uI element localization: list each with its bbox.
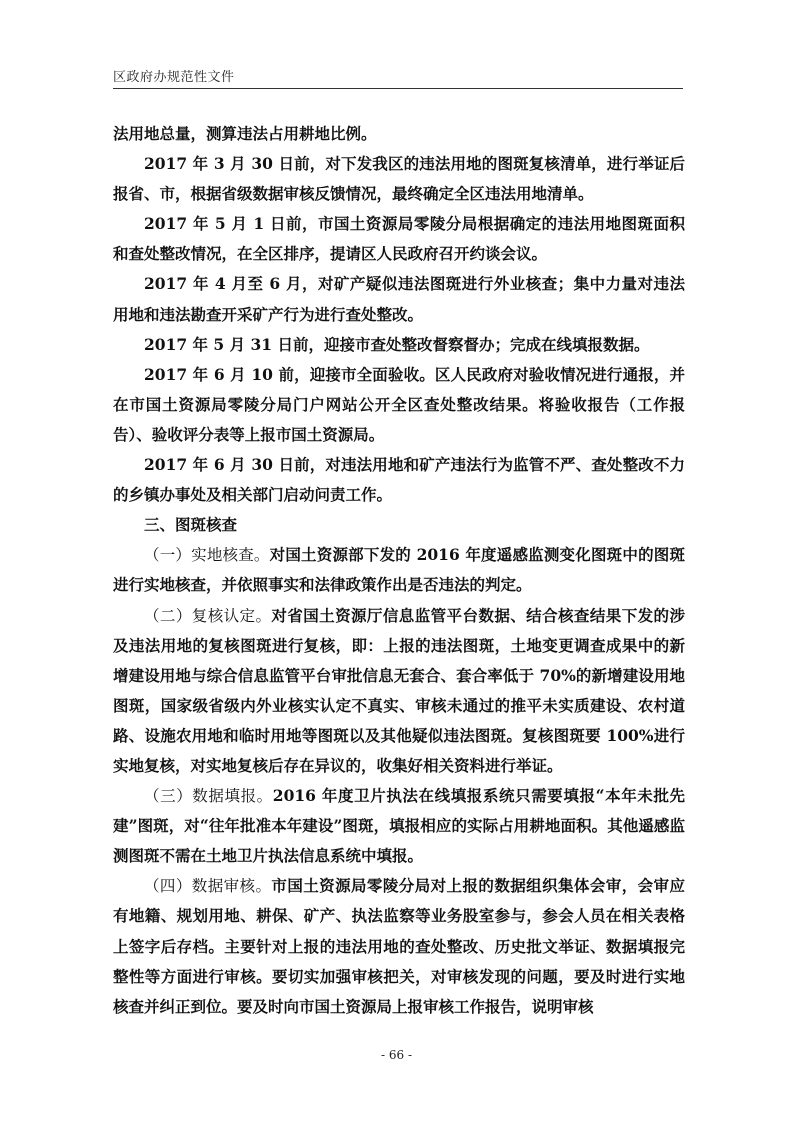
header-divider — [113, 88, 683, 89]
paragraph: 2017 年 4 月至 6 月，对矿产疑似违法图斑进行外业核查；集中力量对违法用地和违法勘查开采矿产行为进行查处整改。 — [113, 274, 685, 324]
paragraph: 2017 年 5 月 31 日前，迎接市查处整改督察督办；完成在线填报数据。 — [144, 334, 650, 354]
paragraph: 法用地总量，测算违法占用耕地比例。 — [113, 124, 377, 143]
paragraph: 2017 年 5 月 1 日前，市国土资源局零陵分局根据确定的违法用地图斑面积和查处整改情况，在全区排序，提请区人民政府召开约谈会议。 — [113, 214, 685, 264]
subsection-text: 2016 年度卫片执法在线填报系统只需要填报“本年未批先建”图斑，对“往年批准本年建设”图斑，填报相应的实际占用耕地面积。其他遥感监测图斑不需在土地卫片执法信息系统中填报。 — [113, 786, 685, 866]
subsection-text: 对省国土资源厅信息监管平台数据、结合核查结果下发的涉及违法用地的复核图斑进行复核，即：上报的违法图斑，土地变更调查成果中的新增建设用地与综合信息监管平台审批信息无套合、套合率低于 70%的新增建设用地图斑，国家级省级内外业核实认定不真实、审核未通过的推平未实质建设、农村道路、设施农用地和临时用地等图斑以及其他疑似违法图斑。复核图斑要 100%进行实地复核，对实地复核后存在异议的，收集好相关资料进行举证。 — [113, 605, 685, 775]
subsection-text: 市国土资源局零陵分局对上报的数据组织集体会审，会审应有地籍、规划用地、耕保、矿产、执法监察等业务股室参与，参会人员在相关表格上签字后存档。主要针对上报的违法用地的查处整改、历史批文举证、数据填报完整性等方面进行审核。要切实加强审核把关，对审核发现的问题，要及时进行实地核查并纠正到位。要及时向市国土资源局上报审核工作报告，说明审核 — [113, 876, 685, 1016]
subsection-paragraph — [113, 601, 685, 782]
subsection-lead: （三）数据填报。 — [144, 787, 273, 806]
page-number: - 66 - — [380, 1048, 412, 1062]
paragraph: 2017 年 3 月 30 日前，对下发我区的违法用地的图斑复核清单，进行举证后报省、市，根据省级数据审核反馈情况，最终确定全区违法用地清单。 — [113, 154, 685, 204]
subsection-lead: （一）实地核查。 — [144, 546, 270, 565]
subsection-paragraph — [113, 781, 685, 871]
document-body — [113, 119, 685, 1022]
subsection-lead: （四）数据审核。 — [144, 877, 272, 896]
subsection-lead: （二）复核认定。 — [144, 606, 272, 625]
subsection-paragraph — [113, 871, 685, 1021]
subsection-paragraph — [113, 540, 685, 600]
paragraph: 2017 年 6 月 30 日前，对违法用地和矿产违法行为监管不严、查处整改不力的乡镇办事处及相关部门启动问责工作。 — [113, 455, 685, 505]
running-header: 区政府办规范性文件 — [113, 70, 235, 85]
section-heading: 三、图斑核查 — [144, 515, 238, 535]
paragraph: 2017 年 6 月 10 前，迎接市全面验收。区人民政府对验收情况进行通报，并在市国土资源局零陵分局门户网站公开全区查处整改结果。将验收报告（工作报告）、验收评分表等上报市国土资源局。 — [113, 364, 685, 444]
subsection-text: 对国土资源部下发的 2016 年度遥感监测变化图斑中的图斑进行实地核查，并依照事实和法律政策作出是否违法的判定。 — [113, 545, 685, 595]
